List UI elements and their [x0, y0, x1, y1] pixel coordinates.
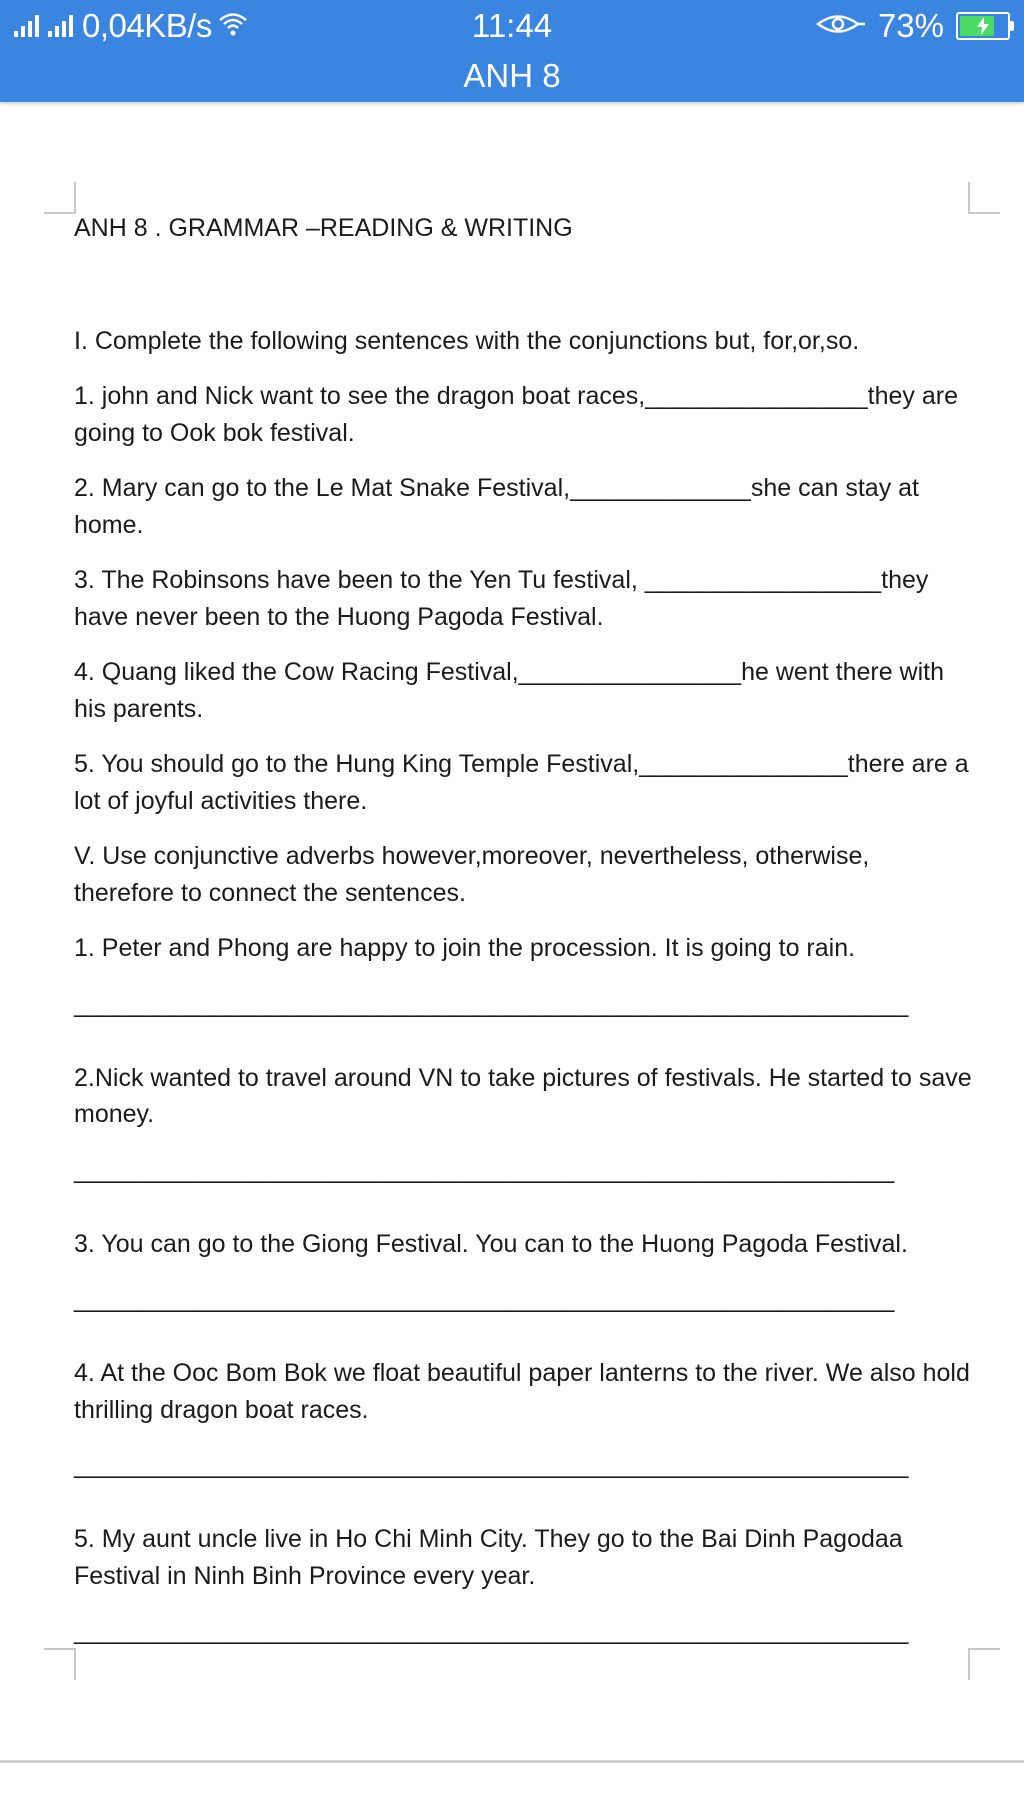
answer-line: ____________________________________________________________: [74, 1451, 909, 1479]
answer-line: ____________________________________________________________: [74, 1617, 909, 1645]
page-corner-mark: [44, 182, 76, 214]
document-heading: ANH 8 . GRAMMAR –READING & WRITING: [74, 214, 573, 242]
section-5-title: V. Use conjunctive adverbs however,moreover, nevertheless, otherwise, therefore to connect the sentences.: [74, 842, 870, 907]
answer-line: ___________________________________________________________: [74, 1155, 895, 1184]
eye-icon: [816, 7, 866, 45]
section-1-title: I. Complete the following sentences with the conjunctions but, for,or,so.: [74, 326, 860, 355]
exercise-5-item: 2.Nick wanted to travel around VN to take pictures of festivals. He started to save money.: [74, 1063, 972, 1128]
exercise-5-item: 3. You can go to the Giong Festival. You can to the Huong Pagoda Festival.: [74, 1229, 908, 1258]
exercise-5-item: 4. At the Ooc Bom Bok we float beautiful paper lanterns to the river. We also hold thrilling dragon boat races.: [74, 1359, 970, 1424]
answer-line: ____________________________________________________________: [74, 989, 909, 1018]
battery-percent: 73%: [877, 7, 944, 44]
page-corner-mark: [44, 1648, 76, 1680]
exercise-1-item: 3. The Robinsons have been to the Yen Tu festival, _________________they have never been to the Huong Pagoda Festival.: [74, 566, 929, 631]
bottom-divider: [0, 1760, 1024, 1763]
charging-icon: [976, 17, 990, 35]
top-app-bar: [0, 0, 1024, 102]
exercise-5-item: 1. Peter and Phong are happy to join the procession. It is going to rain.: [74, 934, 856, 962]
exercise-1-item: 4. Quang liked the Cow Racing Festival,________________he went there with his parents.: [74, 658, 945, 723]
status-right: [816, 6, 1010, 46]
battery-icon: [956, 12, 1010, 40]
network-speed: 0,04KB/s: [82, 7, 212, 44]
app-title: ANH 8: [463, 57, 561, 94]
answer-line: ___________________________________________________________: [74, 1285, 895, 1313]
status-time: 11:44: [471, 7, 553, 44]
exercise-5-item: 5. My aunt uncle live in Ho Chi Minh City. They go to the Bai Dinh Pagodaa Festival in Ninh Binh Province every year.: [74, 1525, 903, 1590]
exercise-1-item: 5. You should go to the Hung King Temple Festival,_______________there are a lot of joyful activities there.: [74, 750, 969, 815]
exercise-1-item: 2. Mary can go to the Le Mat Snake Festival,_____________she can stay at home.: [74, 474, 919, 539]
document-page: [74, 210, 974, 1687]
exercise-1-item: 1. john and Nick want to see the dragon boat races,________________they are going to Ook bok festival.: [74, 382, 958, 447]
